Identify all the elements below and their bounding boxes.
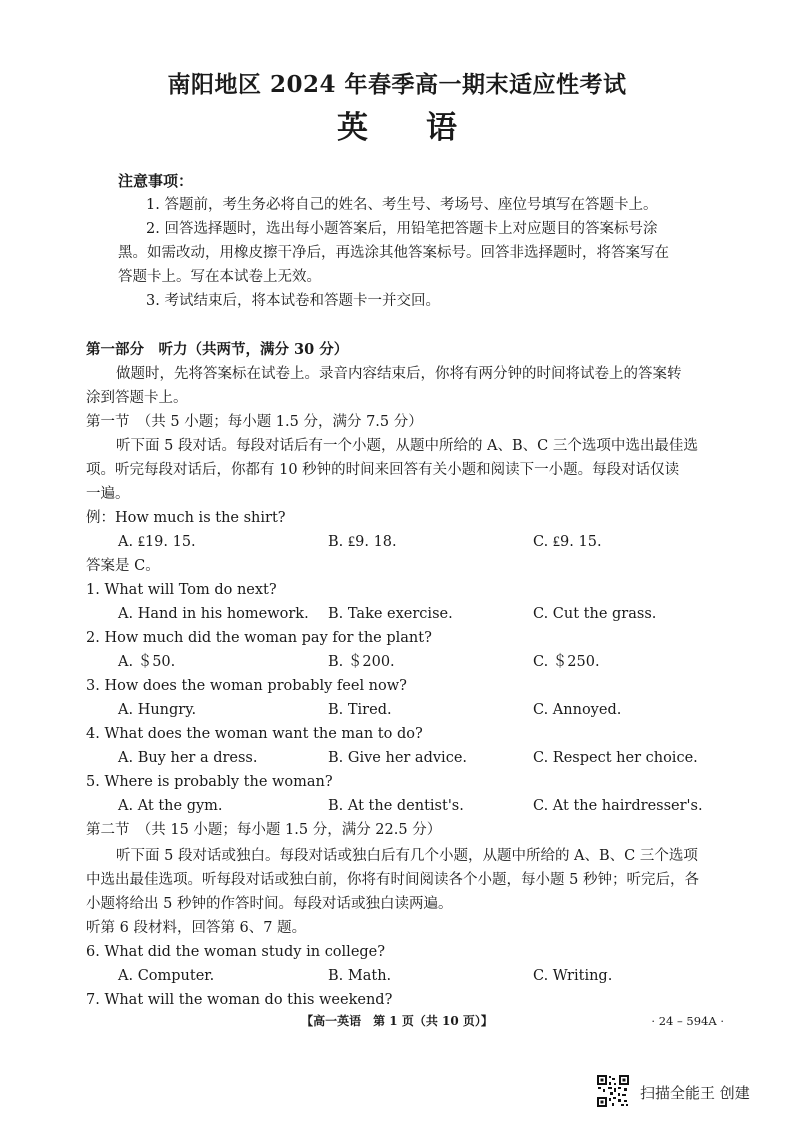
question-5-option-a: A. At the gym. bbox=[118, 798, 223, 814]
question-5-option-c: C. At the hairdresser's. bbox=[533, 798, 703, 814]
example-option-b: B. ₤9. 18. bbox=[328, 534, 397, 550]
question-2: 2. How much did the woman pay for the plant? bbox=[86, 630, 432, 646]
part1-intro-line-1: 做题时，先将答案标在试卷上。录音内容结束后，你将有两分钟的时间将试卷上的答案转 bbox=[116, 366, 682, 382]
part1-intro-line-2: 涂到答题卡上。 bbox=[86, 390, 188, 406]
example-answer: 答案是 C。 bbox=[86, 558, 160, 574]
section1-instruction-line-2: 项。听完每段对话后，你都有 10 秒钟的时间来回答有关小题和阅读下一小题。每段对话仅读 bbox=[86, 462, 680, 478]
question-6: 6. What did the woman study in college? bbox=[86, 944, 386, 960]
question-5-option-b: B. At the dentist's. bbox=[328, 798, 464, 814]
question-6-option-b: B. Math. bbox=[328, 968, 392, 984]
question-2-option-a: A. ＄50. bbox=[118, 654, 176, 670]
example-option-c: C. ₤9. 15. bbox=[533, 534, 602, 550]
section1-instruction-line-1: 听下面 5 段对话。每段对话后有一个小题，从题中所给的 A、B、C 三个选项中选出最佳选 bbox=[116, 438, 698, 454]
subject-title: 英语 bbox=[337, 110, 515, 146]
question-1-option-b: B. Take exercise. bbox=[328, 606, 453, 622]
notice-item-2-line-1: 2. 回答选择题时，选出每小题答案后，用铅笔把答题卡上对应题目的答案标号涂 bbox=[146, 221, 658, 237]
question-3-option-c: C. Annoyed. bbox=[533, 702, 622, 718]
question-6-option-a: A. Computer. bbox=[118, 968, 215, 984]
qr-code-icon bbox=[596, 1074, 630, 1108]
watermark-text: 扫描全能王 创建 bbox=[640, 1084, 750, 1102]
question-4-option-c: C. Respect her choice. bbox=[533, 750, 698, 766]
question-3-option-b: B. Tired. bbox=[328, 702, 392, 718]
question-1-option-c: C. Cut the grass. bbox=[533, 606, 657, 622]
notice-heading: 注意事项： bbox=[118, 172, 194, 190]
question-4-option-b: B. Give her advice. bbox=[328, 750, 468, 766]
question-1-option-a: A. Hand in his homework. bbox=[118, 606, 309, 622]
page-footer-code: · 24 – 594A · bbox=[651, 1014, 724, 1028]
notice-item-3: 3. 考试结束后，将本试卷和答题卡一并交回。 bbox=[146, 293, 440, 309]
question-4: 4. What does the woman want the man to do? bbox=[86, 726, 423, 742]
scanner-watermark bbox=[596, 1074, 776, 1114]
page-footer-label: 【高一英语 第 1 页（共 10 页）】 bbox=[301, 1014, 493, 1028]
example-question: 例：How much is the shirt? bbox=[86, 510, 286, 526]
question-1: 1. What will Tom do next? bbox=[86, 582, 277, 598]
question-2-option-c: C. ＄250. bbox=[533, 654, 600, 670]
notice-item-1: 1. 答题前，考生务必将自己的姓名、考生号、考场号、座位号填写在答题卡上。 bbox=[146, 197, 658, 213]
part1-heading: 第一部分 听力（共两节，满分 30 分） bbox=[86, 341, 349, 358]
question-6-option-c: C. Writing. bbox=[533, 968, 613, 984]
section1-heading: 第一节 （共 5 小题；每小题 1.5 分，满分 7.5 分） bbox=[86, 414, 423, 430]
section1-instruction-line-3: 一遍。 bbox=[86, 486, 130, 502]
section2-heading: 第二节 （共 15 小题；每小题 1.5 分，满分 22.5 分） bbox=[86, 822, 442, 838]
exam-title: 南阳地区 2024 年春季高一期末适应性考试 bbox=[167, 71, 627, 98]
question-3-option-a: A. Hungry. bbox=[118, 702, 197, 718]
question-5: 5. Where is probably the woman? bbox=[86, 774, 333, 790]
section2-instruction-line-2: 中选出最佳选项。听每段对话或独白前，你将有时间阅读各个小题，每小题 5 秒钟；听完后，各 bbox=[86, 872, 699, 888]
notice-item-2-line-2: 黑。如需改动，用橡皮擦干净后，再选涂其他答案标号。回答非选择题时，将答案写在 bbox=[118, 245, 669, 261]
example-option-a: A. ₤19. 15. bbox=[118, 534, 196, 550]
question-7: 7. What will the woman do this weekend? bbox=[86, 992, 393, 1008]
section2-instruction-line-3: 小题将给出 5 秒钟的作答时间。每段对话或独白读两遍。 bbox=[86, 896, 453, 912]
notice-item-2-line-3: 答题卡上。写在本试卷上无效。 bbox=[118, 269, 321, 285]
material-6-instruction: 听第 6 段材料，回答第 6、7 题。 bbox=[86, 920, 307, 936]
question-3: 3. How does the woman probably feel now? bbox=[86, 678, 407, 694]
section2-instruction-line-1: 听下面 5 段对话或独白。每段对话或独白后有几个小题，从题中所给的 A、B、C 三个选项 bbox=[116, 848, 698, 864]
question-4-option-a: A. Buy her a dress. bbox=[118, 750, 258, 766]
question-2-option-b: B. ＄200. bbox=[328, 654, 395, 670]
